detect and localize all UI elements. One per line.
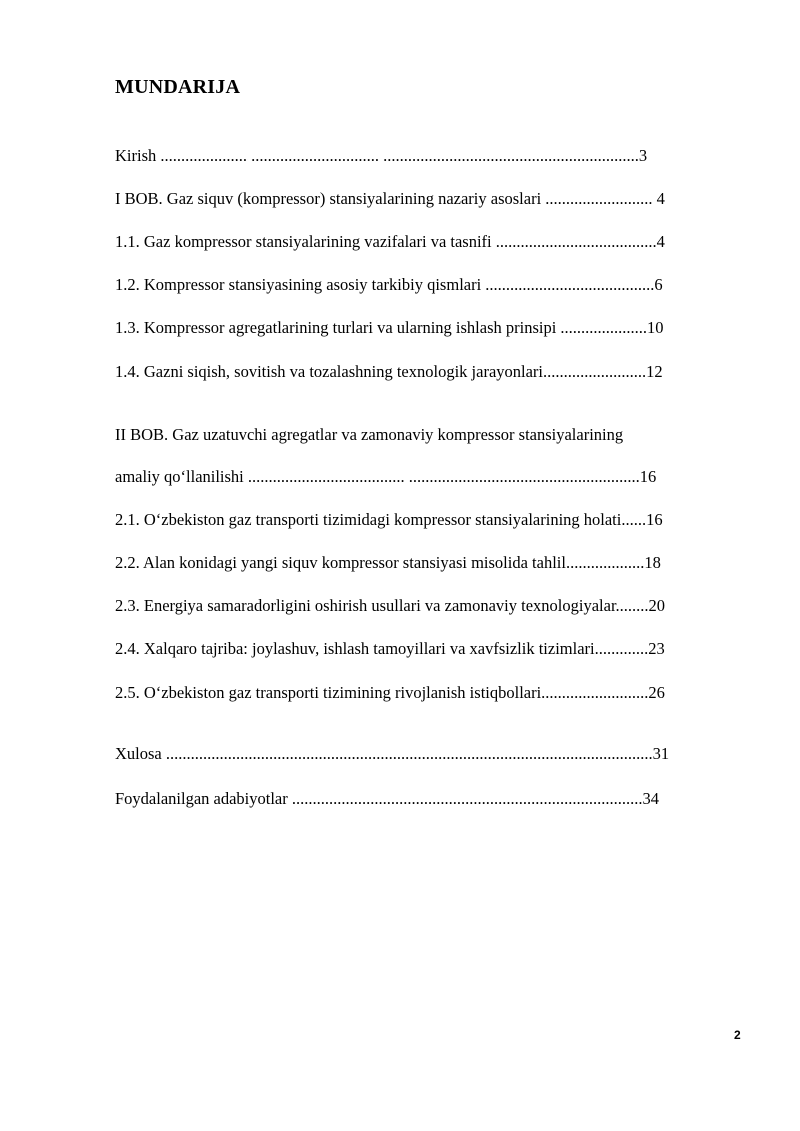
page-title: MUNDARIJA [115, 76, 241, 98]
toc-entry-1-3: 1.3. Kompressor agregatlarining turlari va ularning ishlash prinsipi .....................10 [115, 318, 664, 337]
toc-entry-chapter-2-line-1: II BOB. Gaz uzatuvchi agregatlar va zamonaviy kompressor stansiyalarining [115, 425, 624, 444]
toc-entry-2-3: 2.3. Energiya samaradorligini oshirish usullari va zamonaviy texnologiyalar........20 [115, 596, 666, 615]
toc-entry-2-4: 2.4. Xalqaro tajriba: joylashuv, ishlash tamoyillari va xavfsizlik tizimlari.............23 [115, 639, 665, 658]
toc-entry-introduction: Kirish ..................... ............................... ..............................................................3 [115, 146, 648, 165]
toc-entry-references: Foydalanilgan adabiyotlar .....................................................................................34 [115, 789, 659, 808]
page-number: 2 [734, 1028, 741, 1042]
toc-entry-2-5: 2.5. O‘zbekiston gaz transporti tizimining rivojlanish istiqbollari..........................26 [115, 683, 665, 702]
toc-entry-1-4: 1.4. Gazni siqish, sovitish va tozalashning texnologik jarayonlari.........................12 [115, 362, 663, 381]
toc-entry-2-1: 2.1. O‘zbekiston gaz transporti tizimidagi kompressor stansiyalarining holati......16 [115, 510, 663, 529]
toc-entry-1-1: 1.1. Gaz kompressor stansiyalarining vazifalari va tasnifi .......................................4 [115, 232, 665, 251]
toc-entry-2-2: 2.2. Alan konidagi yangi siquv kompressor stansiyasi misolida tahlil...................18 [115, 553, 661, 572]
toc-entry-conclusion: Xulosa ......................................................................................................................31 [115, 744, 670, 763]
toc-entry-chapter-2-line-2: amaliy qo‘llanilishi ...................................... ........................................................16 [115, 467, 657, 486]
toc-entry-chapter-1: I BOB. Gaz siquv (kompressor) stansiyalarining nazariy asoslari .......................... 4 [115, 189, 665, 208]
toc-entry-1-2: 1.2. Kompressor stansiyasining asosiy tarkibiy qismlari .........................................6 [115, 275, 663, 294]
